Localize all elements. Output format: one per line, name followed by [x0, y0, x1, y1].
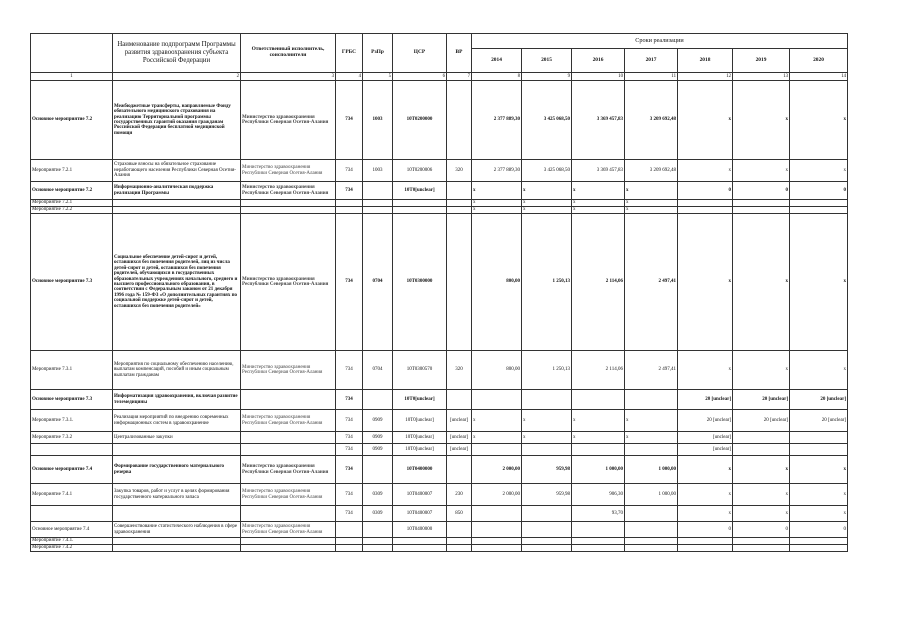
row-executor	[241, 545, 336, 552]
row-grbs: 734	[336, 182, 363, 200]
row-csr: 10Т0400007	[393, 506, 447, 522]
row-rzpr	[363, 200, 393, 207]
header-grbs: ГРБС	[336, 34, 363, 73]
year-value: 1 000,00	[572, 456, 625, 484]
year-value	[572, 538, 625, 545]
row-grbs: 734	[336, 410, 363, 432]
year-value: 3 425 068,50	[522, 160, 572, 182]
table-row	[31, 444, 848, 456]
row-csr: 10Т0400000	[393, 522, 447, 538]
row-grbs	[336, 200, 363, 207]
year-value: 1 000,00	[625, 456, 678, 484]
year-value: х	[522, 432, 572, 444]
year-value: х	[678, 484, 733, 506]
year-value: 0	[733, 522, 790, 538]
row-label: Мероприятие 7.3.1	[31, 351, 113, 390]
budget-table	[30, 33, 848, 552]
header-year: 2016	[572, 49, 625, 73]
year-value: х	[522, 182, 572, 200]
row-vr	[447, 182, 472, 200]
column-number: 8	[472, 73, 522, 81]
column-number: 9	[522, 73, 572, 81]
table-row	[31, 214, 848, 351]
row-rzpr: 0309	[363, 484, 393, 506]
row-executor: Министерство здравоохранения Республики Северная Осетия-Алания	[241, 182, 336, 200]
year-value	[522, 390, 572, 410]
row-vr	[447, 538, 472, 545]
year-value	[625, 545, 678, 552]
row-name: Централизованные закупки	[113, 432, 241, 444]
row-vr	[447, 390, 472, 410]
year-value: 2 377 889,30	[472, 81, 522, 160]
row-grbs: 734	[336, 506, 363, 522]
year-value: 2 000,00	[472, 456, 522, 484]
year-value: х	[790, 351, 848, 390]
row-executor: Министерство здравоохранения Республики Северная Осетия-Алания	[241, 351, 336, 390]
row-label: Основное мероприятие 7.2	[31, 81, 113, 160]
header-year: 2017	[625, 49, 678, 73]
year-value: 20 [unclear]	[678, 410, 733, 432]
year-value: х	[678, 160, 733, 182]
row-csr: 10Т0300570	[393, 351, 447, 390]
column-number: 2	[113, 73, 241, 81]
year-value: 0	[790, 182, 848, 200]
row-rzpr	[363, 456, 393, 484]
year-value: х	[625, 410, 678, 432]
column-number: 14	[790, 73, 848, 81]
row-rzpr: 0909	[363, 444, 393, 456]
row-vr: [unclear]	[447, 410, 472, 432]
year-value: х	[678, 214, 733, 351]
year-value	[472, 538, 522, 545]
year-value: 959,98	[522, 456, 572, 484]
header-empty	[31, 34, 113, 73]
year-value: [unclear]	[678, 444, 733, 456]
column-number: 1	[31, 73, 113, 81]
year-value: х	[790, 456, 848, 484]
table-row	[31, 390, 848, 410]
row-name	[113, 207, 241, 214]
row-label: Основное мероприятие 7.4	[31, 456, 113, 484]
year-value: 0	[678, 182, 733, 200]
year-value: х	[733, 160, 790, 182]
row-label: Основное мероприятие 7.2	[31, 182, 113, 200]
row-executor: Министерство здравоохранения Республики Северная Осетия-Алания	[241, 456, 336, 484]
year-value	[733, 432, 790, 444]
year-value	[522, 522, 572, 538]
year-value: х	[733, 506, 790, 522]
year-value	[522, 444, 572, 456]
row-grbs: 734	[336, 214, 363, 351]
table-body	[31, 81, 848, 552]
row-csr	[393, 538, 447, 545]
row-label: Мероприятие 7.3.2	[31, 432, 113, 444]
year-value	[572, 522, 625, 538]
year-value	[678, 545, 733, 552]
year-value: х	[472, 200, 522, 207]
year-value	[522, 545, 572, 552]
row-label: Мероприятие 7.2.1	[31, 200, 113, 207]
year-value: 800,00	[472, 351, 522, 390]
row-label: Мероприятие 7.4.1.	[31, 538, 113, 545]
row-name: Закупка товаров, работ и услуг в целях формирования государственного материального запаса	[113, 484, 241, 506]
row-grbs	[336, 522, 363, 538]
year-value	[678, 200, 733, 207]
row-csr: 10Т0[unclear]	[393, 432, 447, 444]
column-number: 10	[572, 73, 625, 81]
table-row	[31, 351, 848, 390]
row-executor: Министерство здравоохранения Республики Северная Осетия-Алания	[241, 214, 336, 351]
row-name	[113, 444, 241, 456]
row-label	[31, 444, 113, 456]
year-value: 93,70	[572, 506, 625, 522]
row-name: Реализация мероприятий по внедрению современных информационных систем в здравоохранение	[113, 410, 241, 432]
year-value: 0	[733, 182, 790, 200]
row-executor	[241, 207, 336, 214]
year-value: х	[522, 200, 572, 207]
year-value: х	[733, 81, 790, 160]
year-value: 3 369 457,83	[572, 81, 625, 160]
row-label: Основное мероприятие 7.4	[31, 522, 113, 538]
year-value	[733, 200, 790, 207]
column-number: 3	[241, 73, 336, 81]
year-value	[572, 390, 625, 410]
header-year: 2019	[733, 49, 790, 73]
year-value: 2 377 889,30	[472, 160, 522, 182]
year-value: х	[733, 484, 790, 506]
row-rzpr: 0309	[363, 506, 393, 522]
table-row	[31, 81, 848, 160]
year-value	[625, 506, 678, 522]
row-label: Основное мероприятие 7.3	[31, 214, 113, 351]
year-value: х	[472, 432, 522, 444]
row-label	[31, 506, 113, 522]
row-grbs: 734	[336, 351, 363, 390]
year-value	[625, 522, 678, 538]
year-value	[472, 444, 522, 456]
year-value: 2 000,00	[472, 484, 522, 506]
column-number-row	[31, 73, 848, 81]
table-row	[31, 545, 848, 552]
year-value	[625, 444, 678, 456]
year-value	[790, 432, 848, 444]
year-value: [unclear]	[678, 432, 733, 444]
year-value	[733, 207, 790, 214]
row-csr: 10Т0[unclear]	[393, 390, 447, 410]
year-value: х	[790, 506, 848, 522]
row-label: Мероприятие 7.3.1.	[31, 410, 113, 432]
row-rzpr	[363, 545, 393, 552]
row-rzpr	[363, 390, 393, 410]
row-rzpr	[363, 182, 393, 200]
row-executor	[241, 538, 336, 545]
row-executor: Министерство здравоохранения Республики Северная Осетия-Алания	[241, 160, 336, 182]
row-name: Межбюджетные трансферты, направляемые Фонду обязательного медицинского страхования на реализацию Территориальной программы государственных гарантий оказания гражданам Российской Федерации бесплатной медицинской помощи	[113, 81, 241, 160]
year-value: х	[625, 432, 678, 444]
year-value	[472, 390, 522, 410]
row-grbs: 734	[336, 390, 363, 410]
year-value: х	[678, 456, 733, 484]
year-value: 20 [unclear]	[733, 390, 790, 410]
year-value: х	[522, 410, 572, 432]
year-value: х	[733, 351, 790, 390]
year-value: 800,00	[472, 214, 522, 351]
row-name: Страховые взносы на обязательное страхование неработающего населения Республики Северная Осетия-Алания	[113, 160, 241, 182]
row-executor	[241, 200, 336, 207]
row-executor: Министерство здравоохранения Республики Северная Осетия-Алания	[241, 484, 336, 506]
year-value: х	[790, 484, 848, 506]
year-value: х	[790, 160, 848, 182]
column-number: 4	[336, 73, 363, 81]
year-value: х	[572, 410, 625, 432]
year-value	[472, 506, 522, 522]
row-csr: 10Т0400000	[393, 456, 447, 484]
header-rzpr: РзПр	[363, 34, 393, 73]
year-value: х	[572, 207, 625, 214]
year-value: 3 209 692,48	[625, 81, 678, 160]
table-row	[31, 538, 848, 545]
year-value: 906,30	[572, 484, 625, 506]
row-grbs: 734	[336, 160, 363, 182]
year-value	[572, 444, 625, 456]
year-value: 2 497,41	[625, 214, 678, 351]
year-value: 1 250,13	[522, 351, 572, 390]
year-value: 0	[790, 522, 848, 538]
year-value: х	[625, 182, 678, 200]
year-value: х	[625, 207, 678, 214]
table-row	[31, 506, 848, 522]
row-grbs	[336, 545, 363, 552]
row-name	[113, 538, 241, 545]
year-value: 3 209 692,48	[625, 160, 678, 182]
year-value	[522, 506, 572, 522]
row-vr	[447, 522, 472, 538]
row-executor	[241, 444, 336, 456]
row-grbs	[336, 538, 363, 545]
column-number: 11	[625, 73, 678, 81]
year-value	[522, 538, 572, 545]
header-year: 2020	[790, 49, 848, 73]
row-name: Социальное обеспечение детей-сирот и детей, оставшихся без попечения родителей, лиц из числа детей-сирот и детей, оставшихся без попечения родителей, обучающихся в государственных образовательных учреждениях начального, среднего и высшего профессионального образования, в соответствии с Федеральным законом от 21 декабря 1996 года № 159-ФЗ «О дополнительных гарантиях по социальной поддержке детей-сирот и детей, оставшихся без попечения родителей»	[113, 214, 241, 351]
year-value: х	[572, 182, 625, 200]
row-executor: Министерство здравоохранения Республики Северная Осетия-Алания	[241, 410, 336, 432]
header-year: 2014	[472, 49, 522, 73]
row-csr: 10Т0[unclear]	[393, 444, 447, 456]
year-value: х	[572, 200, 625, 207]
row-executor	[241, 432, 336, 444]
year-value	[625, 538, 678, 545]
row-name	[113, 545, 241, 552]
row-grbs: 734	[336, 432, 363, 444]
header-name: Наименование подпрограмм Программы развития здравоохранения субъекта Российской Федерации	[113, 34, 241, 73]
column-number: 5	[363, 73, 393, 81]
row-csr	[393, 207, 447, 214]
year-value	[733, 538, 790, 545]
header-executor: Ответственный исполнитель, соисполнители	[241, 34, 336, 73]
row-rzpr: 0704	[363, 214, 393, 351]
column-number: 13	[733, 73, 790, 81]
year-value	[678, 207, 733, 214]
table-row	[31, 410, 848, 432]
row-name: Формирование государственного материального резерва	[113, 456, 241, 484]
year-value: 3 369 457,83	[572, 160, 625, 182]
row-csr: 10Т0200006	[393, 160, 447, 182]
row-csr: 10Т0[unclear]	[393, 410, 447, 432]
year-value: х	[522, 207, 572, 214]
row-executor: Министерство здравоохранения Республики Северная Осетия-Алания	[241, 522, 336, 538]
year-value	[790, 545, 848, 552]
year-value: 1 000,00	[625, 484, 678, 506]
year-value	[572, 545, 625, 552]
year-value: х	[625, 200, 678, 207]
row-label: Мероприятие 7.4.1	[31, 484, 113, 506]
year-value: х	[472, 182, 522, 200]
row-vr	[447, 200, 472, 207]
table-row	[31, 200, 848, 207]
year-value	[790, 200, 848, 207]
year-value: х	[790, 81, 848, 160]
year-value	[472, 545, 522, 552]
row-executor	[241, 506, 336, 522]
year-value	[733, 545, 790, 552]
row-vr: [unclear]	[447, 444, 472, 456]
header-terms: Сроки реализации	[472, 34, 848, 49]
row-label: Мероприятие 7.4.2	[31, 545, 113, 552]
row-rzpr	[363, 522, 393, 538]
row-rzpr: 0909	[363, 410, 393, 432]
header-csr: ЦСР	[393, 34, 447, 73]
row-vr: 320	[447, 160, 472, 182]
row-rzpr: 1003	[363, 160, 393, 182]
year-value	[733, 444, 790, 456]
year-value: 20 [unclear]	[790, 410, 848, 432]
table-row	[31, 182, 848, 200]
row-grbs	[336, 207, 363, 214]
row-grbs: 734	[336, 484, 363, 506]
table-row	[31, 484, 848, 506]
table-row	[31, 207, 848, 214]
row-csr: 10Т0[unclear]	[393, 182, 447, 200]
row-label: Основное мероприятие 7.3	[31, 390, 113, 410]
year-value: х	[733, 456, 790, 484]
row-name: Информационно-аналитическая поддержка реализации Программы	[113, 182, 241, 200]
row-grbs: 734	[336, 444, 363, 456]
table-row	[31, 522, 848, 538]
header-year: 2015	[522, 49, 572, 73]
year-value: х	[572, 432, 625, 444]
year-value	[790, 444, 848, 456]
row-rzpr	[363, 207, 393, 214]
header-year: 2018	[678, 49, 733, 73]
column-number: 6	[393, 73, 447, 81]
row-name: Мероприятия по социальному обеспечению населению, выплатам компенсаций, пособий и иным социальным выплатам гражданам	[113, 351, 241, 390]
year-value: 20 [unclear]	[678, 390, 733, 410]
row-name	[113, 506, 241, 522]
year-value: х	[790, 214, 848, 351]
year-value	[625, 390, 678, 410]
row-rzpr: 0909	[363, 432, 393, 444]
year-value: 0	[678, 522, 733, 538]
row-csr	[393, 545, 447, 552]
row-rzpr	[363, 538, 393, 545]
row-grbs: 734	[336, 456, 363, 484]
table-row	[31, 432, 848, 444]
row-rzpr: 0704	[363, 351, 393, 390]
row-grbs: 734	[336, 81, 363, 160]
year-value	[790, 538, 848, 545]
table-row	[31, 456, 848, 484]
column-number: 12	[678, 73, 733, 81]
table-row	[31, 160, 848, 182]
row-label: Мероприятие 7.2.2	[31, 207, 113, 214]
year-value: 20 [unclear]	[733, 410, 790, 432]
year-value: х	[678, 506, 733, 522]
row-vr: 320	[447, 351, 472, 390]
year-value: 959,98	[522, 484, 572, 506]
year-value: 1 250,13	[522, 214, 572, 351]
row-vr: [unclear]	[447, 432, 472, 444]
year-value: 2 114,06	[572, 351, 625, 390]
row-name: Совершенствование статистического наблюдения в сфере здравоохранения	[113, 522, 241, 538]
row-vr	[447, 545, 472, 552]
row-vr: 850	[447, 506, 472, 522]
column-number: 7	[447, 73, 472, 81]
row-executor: Министерство здравоохранения Республики Северная Осетия-Алания	[241, 81, 336, 160]
year-value: х	[733, 214, 790, 351]
year-value	[472, 522, 522, 538]
year-value: 2 497,41	[625, 351, 678, 390]
year-value: х	[678, 81, 733, 160]
row-csr: 10Т0200000	[393, 81, 447, 160]
row-vr	[447, 207, 472, 214]
year-value	[678, 538, 733, 545]
row-label: Мероприятие 7.2.1	[31, 160, 113, 182]
year-value: 20 [unclear]	[790, 390, 848, 410]
year-value: х	[678, 351, 733, 390]
row-csr	[393, 200, 447, 207]
row-rzpr: 1003	[363, 81, 393, 160]
row-vr	[447, 456, 472, 484]
header-vr: ВР	[447, 34, 472, 73]
row-name	[113, 200, 241, 207]
year-value: 2 114,06	[572, 214, 625, 351]
year-value: х	[472, 410, 522, 432]
row-vr: 230	[447, 484, 472, 506]
year-value: 3 425 068,50	[522, 81, 572, 160]
row-csr: 10Т0300000	[393, 214, 447, 351]
row-csr: 10Т0400007	[393, 484, 447, 506]
row-executor	[241, 390, 336, 410]
year-value	[790, 207, 848, 214]
year-value: х	[472, 207, 522, 214]
row-vr	[447, 214, 472, 351]
row-vr	[447, 81, 472, 160]
row-name: Информатизация здравоохранения, включая развитие телемедицины	[113, 390, 241, 410]
